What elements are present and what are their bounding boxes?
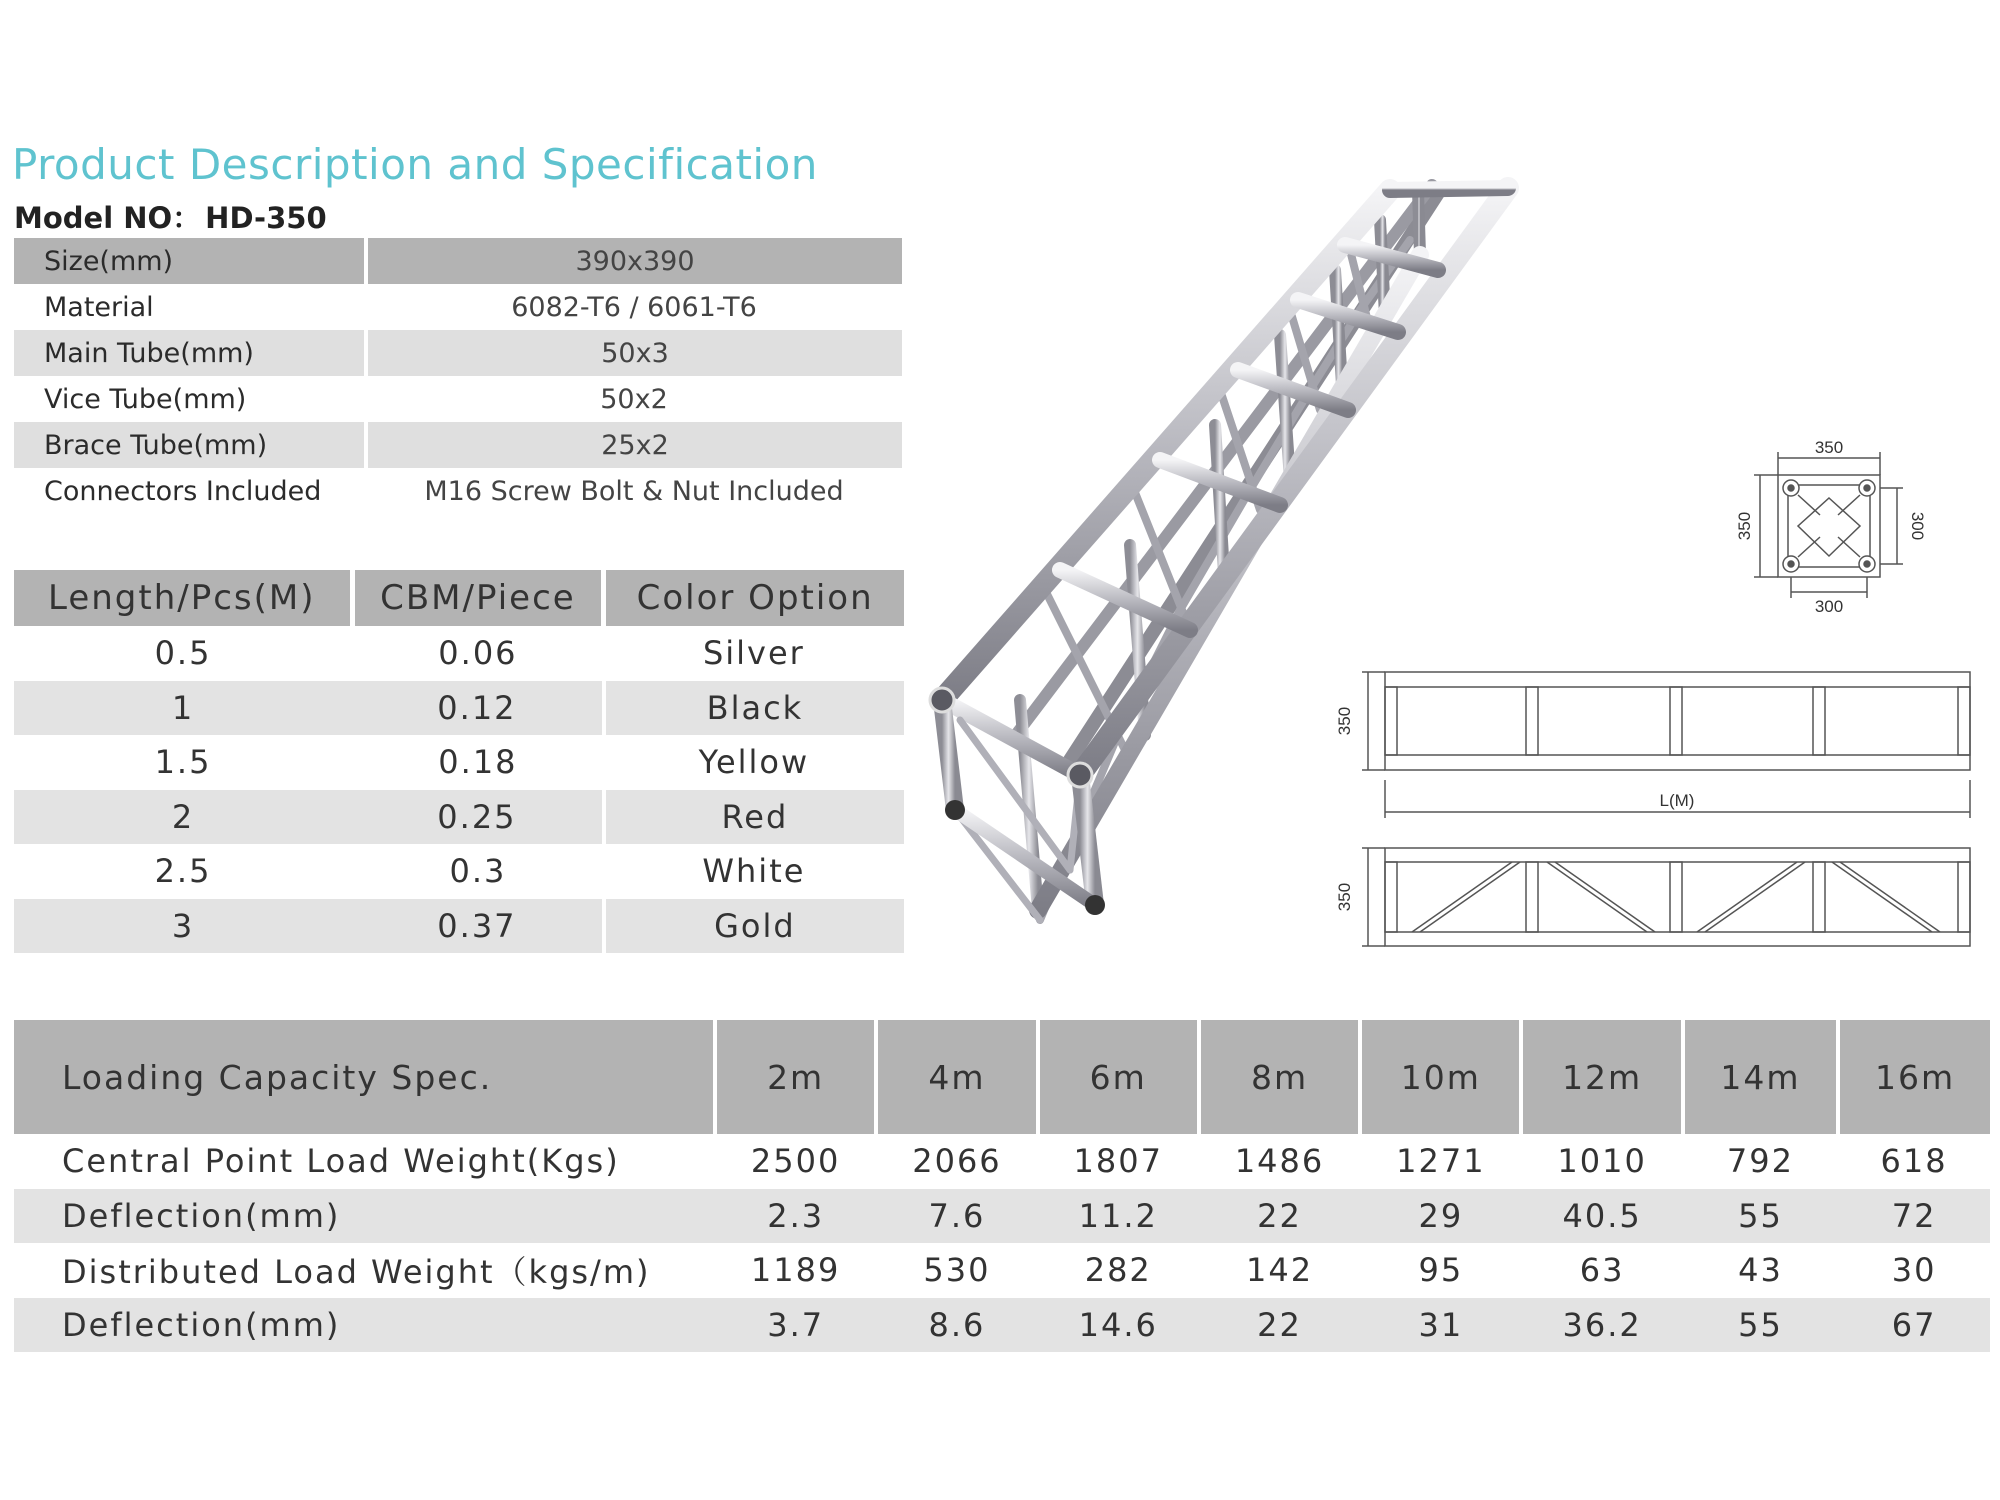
span-header: 8m: [1199, 1020, 1360, 1134]
table-cell: 55: [1683, 1189, 1838, 1244]
dim-elevation-height-1: 350: [1335, 706, 1354, 736]
table-cell: 30: [1891, 1251, 1937, 1290]
table-cell: 40.5: [1521, 1189, 1682, 1244]
dim-side-inner: 300: [1908, 511, 1927, 541]
dim-top-width: 350: [1814, 438, 1844, 457]
table-cell: 2500: [750, 1142, 841, 1181]
loading-header-row: [14, 1020, 1990, 1134]
table-cell: 1486: [1234, 1142, 1325, 1181]
spec-row: [14, 238, 902, 284]
loading-header: Loading Capacity Spec.: [14, 1020, 715, 1134]
row-label: Deflection(mm): [14, 1189, 715, 1244]
table-cell: 1189: [750, 1251, 841, 1290]
table-cell: 14.6: [1038, 1298, 1199, 1353]
page-title: Product Description and Specification: [12, 140, 818, 189]
model-number: [14, 196, 327, 237]
table-cell: 2.3: [715, 1189, 876, 1244]
color-header: Color Option: [604, 570, 904, 626]
model-label: Model NO：: [14, 201, 202, 235]
cbm-cell: 0.3: [449, 852, 507, 891]
color-cell: Black: [604, 681, 904, 736]
table-cell: 142: [1246, 1251, 1314, 1290]
table-row: [14, 1189, 1990, 1244]
length-cell: 2.5: [154, 852, 212, 891]
span-header: 16m: [1838, 1020, 1990, 1134]
span-header: 6m: [1038, 1020, 1199, 1134]
row-label: Distributed Load Weight（kgs/m): [62, 1253, 651, 1292]
span-header: 2m: [715, 1020, 876, 1134]
table-row: [14, 681, 904, 736]
spec-value: 390x390: [366, 238, 902, 284]
cbm-cell: 0.18: [438, 743, 518, 782]
table-row: [14, 735, 904, 790]
color-cell: White: [702, 852, 806, 891]
table-cell: 22: [1199, 1189, 1360, 1244]
cbm-cell: 0.37: [352, 899, 604, 954]
color-cell: Yellow: [698, 743, 810, 782]
dim-bottom-inner: 300: [1814, 597, 1844, 616]
model-value: HD-350: [205, 201, 327, 235]
table-row: [14, 1298, 1990, 1353]
spec-value: 50x3: [366, 330, 902, 376]
table-cell: 31: [1360, 1298, 1521, 1353]
length-cell: 2: [14, 790, 352, 845]
table-cell: 29: [1360, 1189, 1521, 1244]
length-cell: 3: [14, 899, 352, 954]
table-cell: 72: [1838, 1189, 1990, 1244]
cbm-cell: 0.12: [352, 681, 604, 736]
table-cell: 3.7: [715, 1298, 876, 1353]
spec-row: [14, 468, 902, 514]
table-cell: 530: [923, 1251, 991, 1290]
spec-row: [14, 284, 902, 330]
cbm-header: CBM/Piece: [352, 570, 604, 626]
table-cell: 43: [1738, 1251, 1783, 1290]
cross-section-outline: [1778, 475, 1880, 577]
table-cell: 63: [1579, 1251, 1625, 1290]
table-cell: 1271: [1396, 1142, 1486, 1181]
table-cell: 2066: [912, 1142, 1002, 1181]
length-cell: 0.5: [154, 634, 212, 673]
table-cell: 36.2: [1521, 1298, 1682, 1353]
span-header: 12m: [1521, 1020, 1682, 1134]
table-cell: 22: [1199, 1298, 1360, 1353]
color-cell: Red: [604, 790, 904, 845]
spec-key: Connectors Included: [44, 475, 322, 507]
table-row: [14, 626, 904, 681]
span-header: 10m: [1360, 1020, 1521, 1134]
table-cell: 11.2: [1038, 1189, 1199, 1244]
table-cell: 1010: [1557, 1142, 1647, 1181]
table-cell: 95: [1418, 1251, 1464, 1290]
table-cell: 618: [1880, 1142, 1948, 1181]
spec-key: Material: [44, 291, 154, 323]
spec-value: 50x2: [600, 383, 668, 415]
table-cell: 67: [1838, 1298, 1990, 1353]
span-header: 14m: [1683, 1020, 1838, 1134]
color-cell: Gold: [604, 899, 904, 954]
table-cell: 7.6: [876, 1189, 1037, 1244]
length-table: [14, 570, 904, 953]
spec-row: [14, 376, 902, 422]
table-cell: 1807: [1073, 1142, 1163, 1181]
color-cell: Silver: [702, 634, 805, 673]
span-header: 4m: [876, 1020, 1037, 1134]
truss-product-image: [920, 160, 1560, 940]
table-cell: 792: [1726, 1142, 1794, 1181]
dim-side-height: 350: [1735, 511, 1754, 541]
dim-elevation-length: L(M): [1659, 791, 1695, 810]
table-cell: 8.6: [876, 1298, 1037, 1353]
spec-key: Brace Tube(mm): [14, 422, 366, 468]
table-row: [14, 899, 904, 954]
table-cell: 282: [1084, 1251, 1152, 1290]
spec-key: Vice Tube(mm): [44, 383, 247, 415]
table-row: [14, 844, 904, 899]
table-row: [14, 790, 904, 845]
spec-value: 6082-T6 / 6061-T6: [511, 291, 757, 323]
spec-value: 25x2: [366, 422, 902, 468]
table-row: [14, 1134, 1990, 1189]
dim-elevation-height-2: 350: [1335, 882, 1354, 912]
row-label: Deflection(mm): [14, 1298, 715, 1353]
cbm-cell: 0.06: [438, 634, 518, 673]
table-row: [14, 1243, 1990, 1298]
loading-capacity-table: [14, 1020, 1990, 1352]
row-label: Central Point Load Weight(Kgs): [62, 1142, 620, 1181]
spec-key: Size(mm): [14, 238, 366, 284]
spec-value: M16 Screw Bolt & Nut Included: [424, 475, 844, 507]
length-cell: 1: [14, 681, 352, 736]
spec-row: [14, 422, 902, 468]
length-cell: 1.5: [154, 743, 212, 782]
length-header-row: [14, 570, 904, 626]
spec-row: [14, 330, 902, 376]
spec-table: [14, 238, 902, 514]
table-cell: 55: [1683, 1298, 1838, 1353]
length-header: Length/Pcs(M): [14, 570, 352, 626]
spec-key: Main Tube(mm): [14, 330, 366, 376]
cbm-cell: 0.25: [352, 790, 604, 845]
